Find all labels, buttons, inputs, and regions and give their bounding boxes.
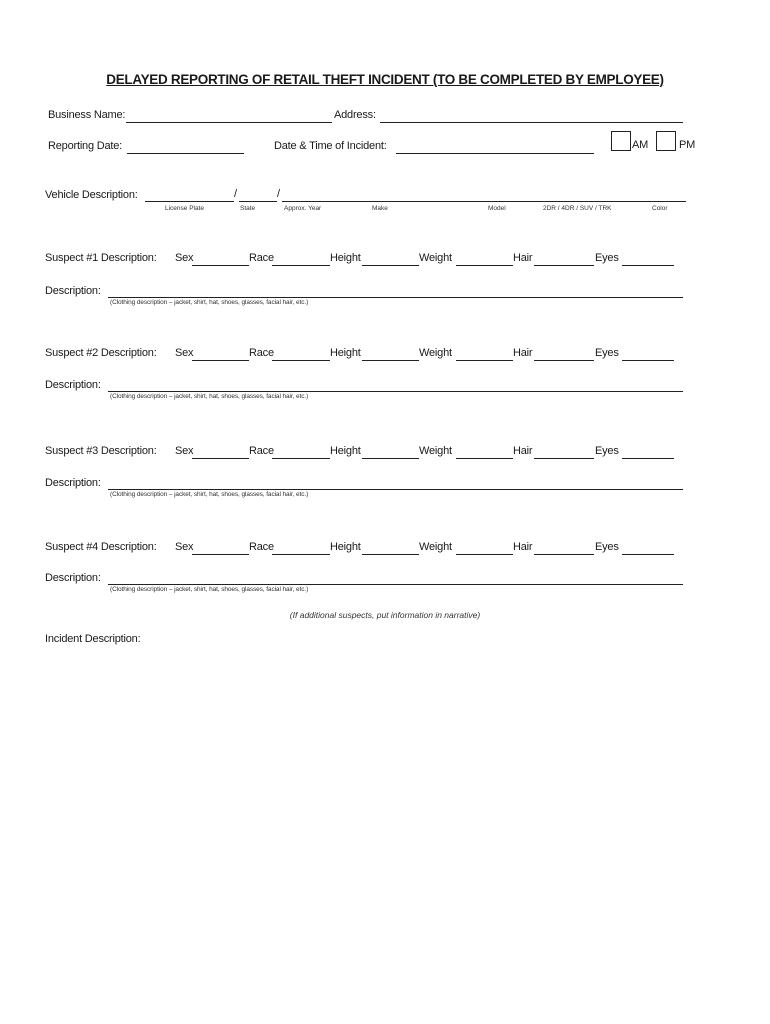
state-field[interactable] xyxy=(239,201,277,202)
caption-license-plate: License Plate xyxy=(165,205,205,212)
eyes-field[interactable] xyxy=(622,265,674,266)
vehicle-separator: / xyxy=(234,188,237,200)
race-field[interactable] xyxy=(272,554,330,555)
vehicle-description-label: Vehicle Description: xyxy=(45,189,138,201)
hair-field[interactable] xyxy=(534,360,594,361)
height-field[interactable] xyxy=(362,458,419,459)
vehicle-details-field[interactable] xyxy=(282,201,686,202)
eyes-label: Eyes xyxy=(595,347,619,359)
suspect-4-label: Suspect #4 Description: xyxy=(45,541,157,553)
hair-label: Hair xyxy=(513,445,533,457)
sex-label: Sex xyxy=(175,541,194,553)
caption-body-type: 2DR / 4DR / SUV / TRK xyxy=(543,205,612,212)
clothing-hint: (Clothing description – jacket, shirt, hat, shoes, glasses, facial hair, etc.) xyxy=(110,393,309,400)
sex-field[interactable] xyxy=(192,554,249,555)
suspect-2-label: Suspect #2 Description: xyxy=(45,347,157,359)
hair-field[interactable] xyxy=(534,265,594,266)
suspect-2-description-field[interactable] xyxy=(108,391,683,392)
business-name-field[interactable] xyxy=(126,122,332,123)
form-title: DELAYED REPORTING OF RETAIL THEFT INCIDENT (TO BE COMPLETED BY EMPLOYEE) xyxy=(106,72,664,87)
caption-make: Make xyxy=(372,205,388,212)
hair-label: Hair xyxy=(513,252,533,264)
additional-suspects-note: (If additional suspects, put information in narrative) xyxy=(289,610,481,620)
date-time-field[interactable] xyxy=(396,153,594,154)
caption-approx-year: Approx. Year xyxy=(284,205,322,212)
height-label: Height xyxy=(330,541,361,553)
height-field[interactable] xyxy=(362,265,419,266)
am-label: AM xyxy=(632,139,649,151)
sex-field[interactable] xyxy=(192,265,249,266)
height-field[interactable] xyxy=(362,360,419,361)
hair-field[interactable] xyxy=(534,458,594,459)
race-label: Race xyxy=(249,541,274,553)
hair-label: Hair xyxy=(513,347,533,359)
reporting-date-label: Reporting Date: xyxy=(48,140,123,152)
reporting-date-field[interactable] xyxy=(127,153,244,154)
weight-label: Weight xyxy=(419,347,452,359)
eyes-label: Eyes xyxy=(595,541,619,553)
license-plate-field[interactable] xyxy=(145,201,234,202)
weight-field[interactable] xyxy=(456,265,513,266)
race-field[interactable] xyxy=(272,265,330,266)
clothing-hint: (Clothing description – jacket, shirt, hat, shoes, glasses, facial hair, etc.) xyxy=(110,299,309,306)
caption-color: Color xyxy=(652,205,668,212)
sex-label: Sex xyxy=(175,347,194,359)
vehicle-separator: / xyxy=(277,188,280,200)
business-name-label: Business Name: xyxy=(48,109,126,121)
suspect-1-description-field[interactable] xyxy=(108,297,683,298)
height-label: Height xyxy=(330,347,361,359)
hair-field[interactable] xyxy=(534,554,594,555)
description-label: Description: xyxy=(45,572,101,584)
pm-label: PM xyxy=(679,139,696,151)
race-label: Race xyxy=(249,445,274,457)
sex-label: Sex xyxy=(175,445,194,457)
eyes-label: Eyes xyxy=(595,252,619,264)
sex-field[interactable] xyxy=(192,360,249,361)
sex-label: Sex xyxy=(175,252,194,264)
eyes-field[interactable] xyxy=(622,554,674,555)
eyes-field[interactable] xyxy=(622,360,674,361)
caption-state: State xyxy=(240,205,256,212)
clothing-hint: (Clothing description – jacket, shirt, hat, shoes, glasses, facial hair, etc.) xyxy=(110,491,309,498)
incident-description-label: Incident Description: xyxy=(45,633,141,645)
pm-checkbox[interactable] xyxy=(656,131,676,151)
race-label: Race xyxy=(249,347,274,359)
race-field[interactable] xyxy=(272,458,330,459)
am-checkbox[interactable] xyxy=(611,131,631,151)
address-label: Address: xyxy=(334,109,376,121)
height-label: Height xyxy=(330,445,361,457)
weight-label: Weight xyxy=(419,252,452,264)
weight-field[interactable] xyxy=(456,458,513,459)
race-field[interactable] xyxy=(272,360,330,361)
height-field[interactable] xyxy=(362,554,419,555)
description-label: Description: xyxy=(45,285,101,297)
race-label: Race xyxy=(249,252,274,264)
weight-field[interactable] xyxy=(456,360,513,361)
eyes-field[interactable] xyxy=(622,458,674,459)
incident-description-area[interactable] xyxy=(45,652,685,992)
weight-label: Weight xyxy=(419,541,452,553)
description-label: Description: xyxy=(45,379,101,391)
description-label: Description: xyxy=(45,477,101,489)
sex-field[interactable] xyxy=(192,458,249,459)
suspect-1-label: Suspect #1 Description: xyxy=(45,252,157,264)
clothing-hint: (Clothing description – jacket, shirt, hat, shoes, glasses, facial hair, etc.) xyxy=(110,586,309,593)
weight-field[interactable] xyxy=(456,554,513,555)
hair-label: Hair xyxy=(513,541,533,553)
suspect-3-label: Suspect #3 Description: xyxy=(45,445,157,457)
weight-label: Weight xyxy=(419,445,452,457)
height-label: Height xyxy=(330,252,361,264)
caption-model: Model xyxy=(488,205,506,212)
eyes-label: Eyes xyxy=(595,445,619,457)
suspect-3-description-field[interactable] xyxy=(108,489,683,490)
address-field[interactable] xyxy=(380,122,683,123)
suspect-4-description-field[interactable] xyxy=(108,584,683,585)
date-time-label: Date & Time of Incident: xyxy=(274,140,387,152)
